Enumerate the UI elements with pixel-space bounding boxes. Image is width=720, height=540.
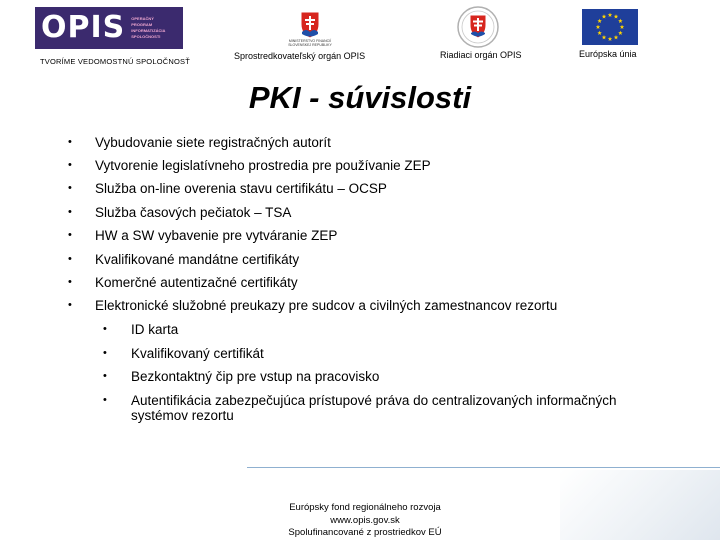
- sub-bullet-text: ID karta: [131, 322, 179, 337]
- bullet-dot: •: [103, 323, 107, 335]
- opis-logo-side-text: [131, 16, 165, 40]
- govt-caption: Riadiaci orgán OPIS: [440, 50, 522, 60]
- footer-website-link[interactable]: www.opis.gov.sk: [330, 514, 400, 526]
- bullet-text: Vytvorenie legislatívneho prostredia pre používanie ZEP: [95, 158, 431, 173]
- bullet-dot: •: [68, 276, 72, 288]
- bullet-dot: •: [68, 206, 72, 218]
- bullet-text: HW a SW vybavenie pre vytváranie ZEP: [95, 228, 338, 243]
- bullet-text: Kvalifikované mandátne certifikáty: [95, 252, 300, 267]
- logo-side-line: SPOLOČNOSTI: [131, 34, 161, 39]
- logo-side-line: OPERAČNÝ: [131, 16, 154, 21]
- logo-side-line: INFORMATIZÁCIA: [131, 28, 166, 33]
- bullet-text: Služba on-line overenia stavu certifikátu – OCSP: [95, 181, 387, 196]
- eu-star-icon: [597, 19, 602, 23]
- footer-divider: [247, 467, 720, 468]
- ministry-emblem-line: SLOVENSKEJ REPUBLIKY: [288, 43, 332, 47]
- sub-bullet-text: Bezkontaktný čip pre vstup na pracovisko: [131, 369, 380, 384]
- footer-decoration: [560, 470, 720, 540]
- footer: [220, 502, 510, 540]
- ministry-emblem-line: MINISTERSTVO FINANCIÍ: [288, 39, 332, 43]
- eu-stars: [582, 9, 638, 45]
- sub-bullet-text-continued: systémov rezortu: [131, 408, 234, 423]
- eu-star-icon: [597, 31, 602, 35]
- bullet-text: Vybudovanie siete registračných autorít: [95, 135, 331, 150]
- ministry-caption: Sprostredkovateľský orgán OPIS: [234, 51, 366, 61]
- opis-tagline: TVORÍME VEDOMOSTNÚ SPOLOČNOSŤ: [40, 57, 190, 66]
- bullet-dot: •: [68, 253, 72, 265]
- eu-star-icon: [614, 14, 619, 18]
- bullet-text: Služba časových pečiatok – TSA: [95, 205, 292, 220]
- eu-star-icon: [602, 35, 607, 39]
- sub-bullet-text: Kvalifikovaný certifikát: [131, 346, 264, 361]
- bullet-dot: •: [68, 136, 72, 148]
- bullet-dot: •: [68, 229, 72, 241]
- eu-star-icon: [608, 37, 613, 41]
- eu-star-icon: [614, 35, 619, 39]
- eu-star-icon: [596, 25, 601, 29]
- bullet-dot: •: [103, 394, 107, 406]
- eu-star-icon: [620, 25, 625, 29]
- page-title: PKI - súvislosti: [248, 80, 472, 115]
- eu-star-icon: [602, 14, 607, 18]
- eu-caption: Európska únia: [579, 49, 637, 59]
- bullet-dot: •: [68, 299, 72, 311]
- opis-logo-letters: OPIS: [41, 10, 126, 45]
- ministry-emblem: [275, 10, 345, 50]
- bullet-dot: •: [103, 347, 107, 359]
- eu-star-icon: [608, 13, 613, 17]
- slovak-coat-of-arms-icon: [455, 5, 501, 49]
- government-seal: [455, 5, 501, 49]
- footer-line-1: Európsky fond regionálneho rozvoja: [289, 502, 441, 513]
- bullet-dot: •: [68, 182, 72, 194]
- eu-star-icon: [618, 19, 623, 23]
- eu-flag-icon: [582, 9, 638, 45]
- footer-line-3: Spolufinancované z prostriedkov EÚ: [288, 527, 442, 538]
- sub-bullet-text: Autentifikácia zabezpečujúca prístupové práva do centralizovaných informačných: [131, 393, 617, 408]
- opis-logo: [35, 7, 183, 49]
- eu-star-icon: [618, 31, 623, 35]
- bullet-dot: •: [103, 370, 107, 382]
- logo-side-line: PROGRAM: [131, 22, 153, 27]
- bullet-dot: •: [68, 159, 72, 171]
- bullet-text: Elektronické služobné preukazy pre sudcov a civilných zamestnancov rezortu: [95, 298, 558, 313]
- bullet-text: Komerčné autentizačné certifikáty: [95, 275, 298, 290]
